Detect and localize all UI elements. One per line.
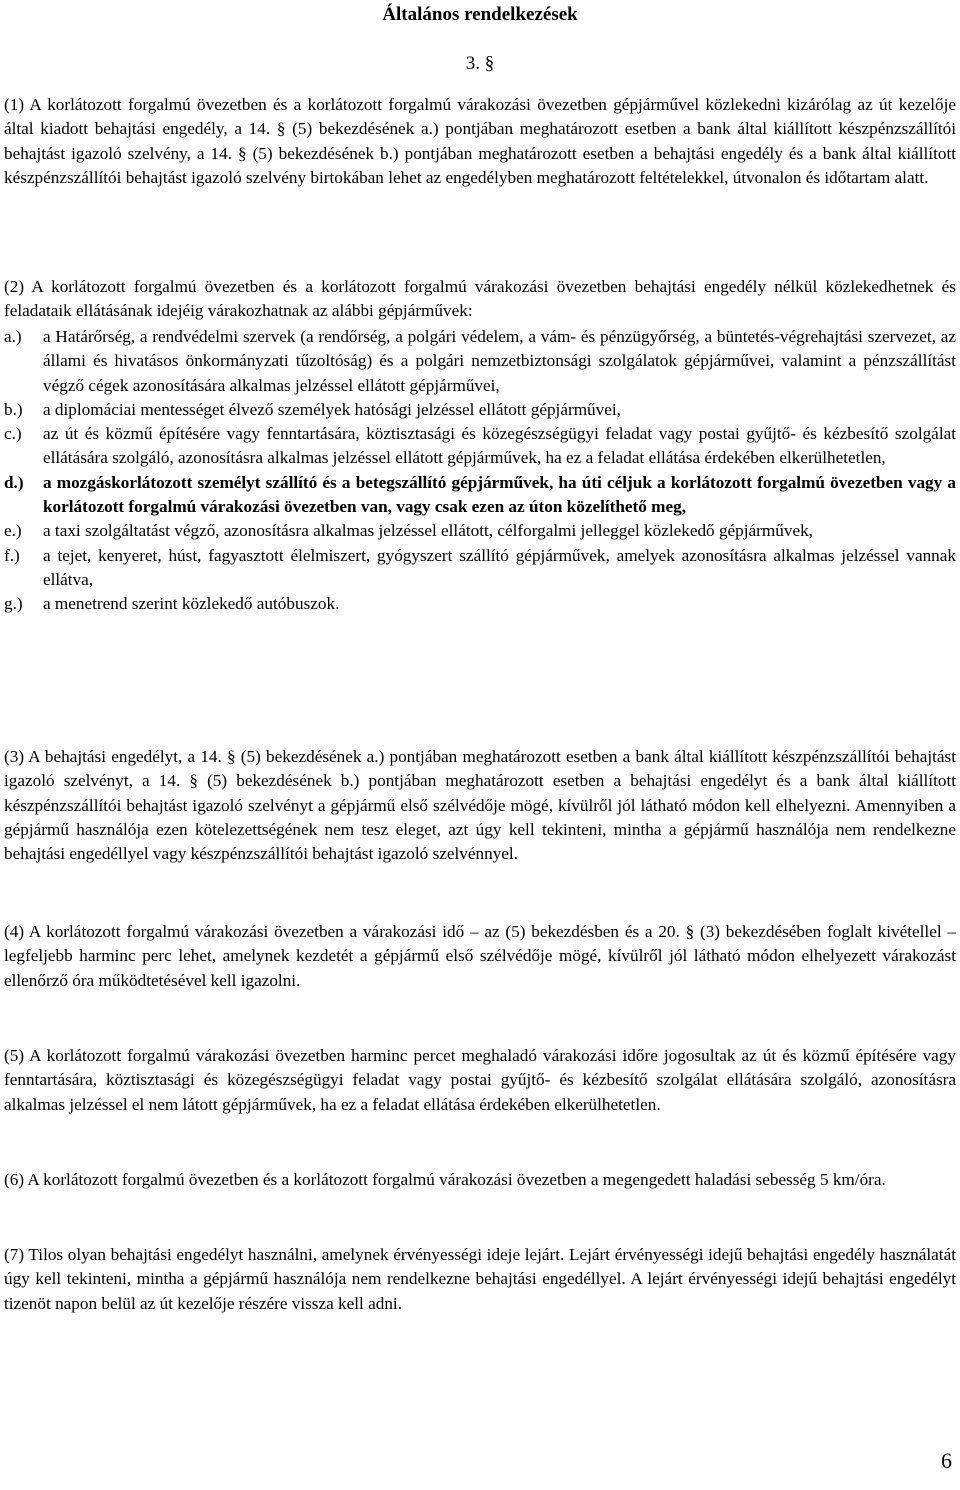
list-item-label: g.): [4, 594, 23, 614]
list-item-text: a mozgáskorlátozott személyt szállító és a betegszállító gépjárművek, ha úti céljuk a korlátozott forgalmú övezetben vagy a korlátozott forgalmú várakozási övezetben van, vagy csak ezen az úton közelíthető meg,: [43, 472, 956, 517]
list-item-text: a menetrend szerint közlekedő autóbuszok.: [43, 594, 340, 614]
list-item-label: a.): [4, 327, 22, 346]
list-item-label: c.): [4, 424, 22, 444]
exemption-list: [4, 325, 956, 617]
list-item-label: f.): [4, 545, 20, 565]
list-item-f: [4, 544, 956, 593]
paragraph-3: (3) A behajtási engedélyt, a 14. § (5) bekezdésének a.) pontjában meghatározott esetben a bank által kiállított készpénzszállítói behajtást igazoló szelvényt, a 14. § (5) bekezdésének b.) pontjában meghatározott esetben a behajtási engedélyt és a bank által kiállított készpénzszállítói behajtást igazoló szelvényt a gépjármű első szélvédője mögé, kívülről jól látható módon kell elhelyezni. Amennyiben a gépjármű használója ezen kötelezettségének nem tesz eleget, azt úgy kell tekinteni, mintha a gépjármű használója nem rendelkezne behajtási engedéllyel vagy készpénzszállítói behajtást igazoló szelvénnyel.: [4, 747, 956, 864]
page-number: 6: [941, 1448, 952, 1473]
paragraph-1: (1) A korlátozott forgalmú övezetben és a korlátozott forgalmú várakozási övezetben gépjárművel közlekedni kizárólag az út kezelője által kiadott behajtási engedély, a 14. § (5) bekezdésének a.) pontjában meghatározott esetben a bank által kiállított készpénzszállítói behajtást igazoló szelvény, a 14. § (5) bekezdésének b.) pontjában meghatározott esetben a behajtási engedély és a bank által kiállított készpénzszállítói behajtást igazoló szelvény birtokában lehet az engedélyben meghatározott feltételekkel, útvonalon és időtartam alatt.: [4, 95, 956, 187]
list-item-text: a Határőrség, a rendvédelmi szervek (a rendőrség, a polgári védelem, a vám- és pénzügyőrség, a büntetés-végrehajtási szervezet, az állami és hivatásos önkormányzati tűzoltóság) és a polgári nemzetbiztonsági szolgálatok gépjárművei, valamint a pénzszállítást végző cégek azonosítására alkalmas jelzéssel ellátott gépjárművei,: [43, 327, 956, 395]
paragraph-5: (5) A korlátozott forgalmú várakozási övezetben harminc percet meghaladó várakozási időre jogosultak az út és közmű építésére vagy fenntartására, köztisztasági és közegészségügyi feladat vagy postai gyűjtő- és kézbesítő szolgálat ellátására szolgáló, azonosításra alkalmas jelzéssel el nem látott gépjárművek, ha ez a feladat ellátása érdekében elkerülhetetlen.: [4, 1046, 956, 1114]
list-item-c: [4, 422, 956, 471]
list-item-label: b.): [4, 399, 23, 419]
list-item-a: [4, 325, 956, 398]
list-item-label: d.): [4, 472, 24, 492]
document-title: Általános rendelkezések: [382, 4, 578, 25]
list-item-b: [4, 398, 956, 422]
list-item-g: [4, 592, 956, 616]
paragraph-7: (7) Tilos olyan behajtási engedélyt használni, amelynek érvényességi ideje lejárt. Lejárt érvényességi idejű behajtási engedély használatát úgy kell tekinteni, mintha a gépjármű használója nem rendelkezne behajtási engedéllyel. A lejárt érvényességi idejű behajtási engedélyt tizenöt napon belül az út kezelője részére vissza kell adni.: [4, 1245, 956, 1313]
list-item-text: az út és közmű építésére vagy fenntartására, köztisztasági és közegészségügyi feladat vagy postai gyűjtő- és kézbesítő szolgálat ellátására szolgáló, azonosításra alkalmas jelzéssel ellátott gépjárművek, ha ez a feladat ellátása érdekében elkerülhetetlen,: [43, 424, 956, 468]
list-item-label: e.): [4, 521, 22, 541]
list-item-text: a tejet, kenyeret, húst, fagyasztott élelmiszert, gyógyszert szállító gépjárművek, amelyek azonosításra alkalmas jelzéssel vannak ellátva,: [43, 545, 956, 589]
paragraph-6: (6) A korlátozott forgalmú övezetben és a korlátozott forgalmú várakozási övezetben a megengedett haladási sebesség 5 km/óra.: [4, 1170, 886, 1189]
paragraph-2: (2) A korlátozott forgalmú övezetben és a korlátozott forgalmú várakozási övezetben behajtási engedély nélkül közlekedhetnek és feladataik ellátásának idejéig várakozhatnak az alábbi gépjárművek:: [4, 277, 956, 321]
paragraph-4: (4) A korlátozott forgalmú várakozási övezetben a várakozási idő – az (5) bekezdésben és a 20. § (3) bekezdésében foglalt kivétellel – legfeljebb harminc perc lehet, amelynek kezdetét a gépjármű első szélvédője mögé, kívülről jól látható módon elhelyezett várakozást ellenőrző óra működtetésével kell igazolni.: [4, 922, 956, 990]
list-item-e: [4, 519, 956, 543]
list-item-text: a diplomáciai mentességet élvező személyek hatósági jelzéssel ellátott gépjárművei,: [43, 399, 621, 419]
list-item-text: a taxi szolgáltatást végző, azonosításra alkalmas jelzéssel ellátott, célforgalmi jelleggel közlekedő gépjárművek,: [43, 521, 813, 541]
section-number: 3. §: [465, 53, 495, 74]
list-item-d: [4, 471, 956, 520]
